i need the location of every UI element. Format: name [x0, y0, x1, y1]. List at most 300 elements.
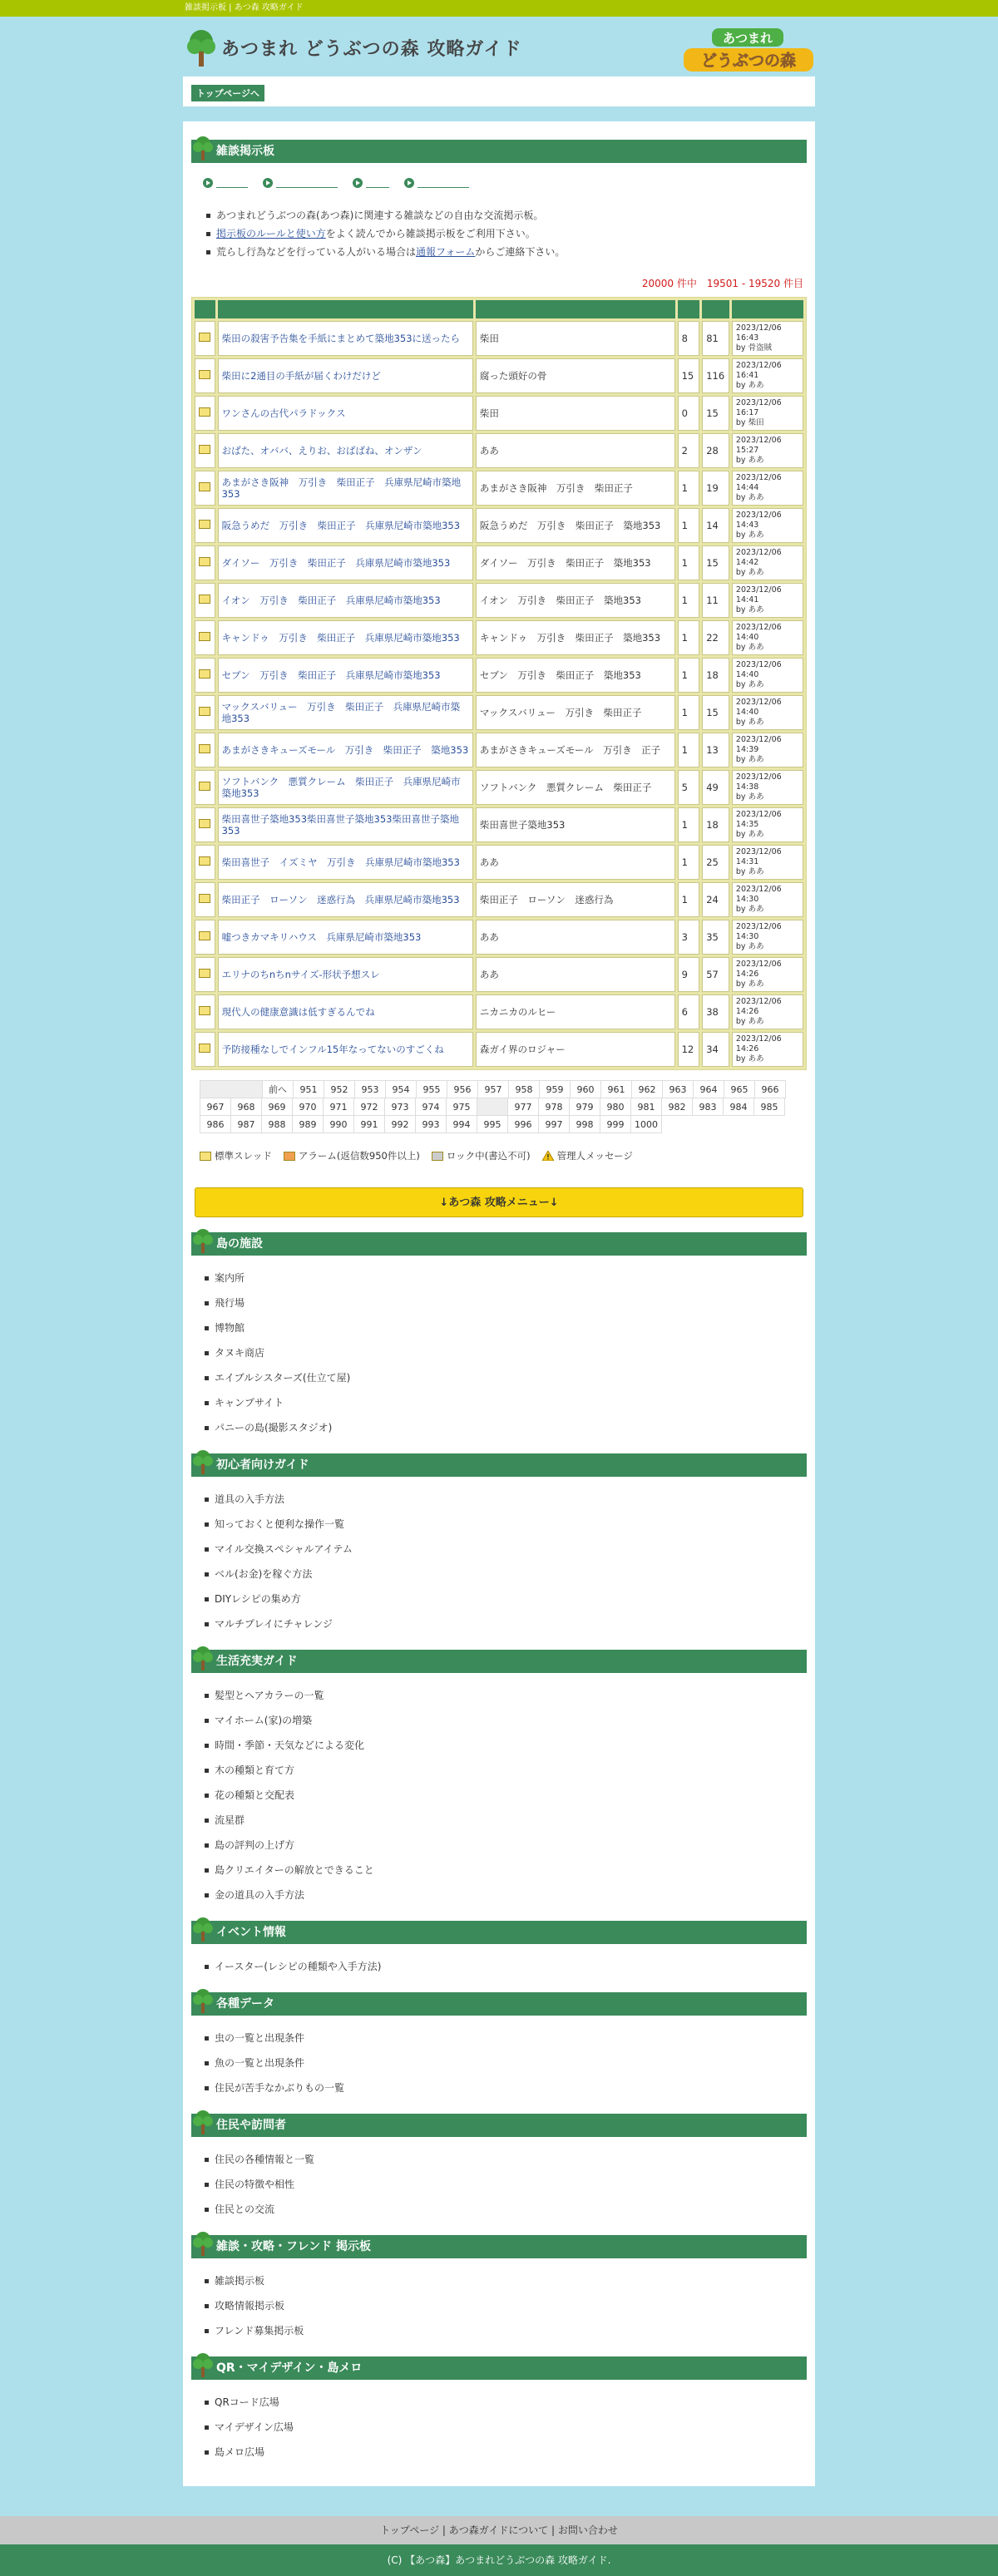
thread-title[interactable]: 嘘つきカマキリハウス 兵庫県尼崎市築地353	[218, 920, 473, 955]
legend-admin: 管理人メッセージ	[542, 1149, 633, 1162]
thread-row[interactable]	[195, 321, 803, 356]
menu-item[interactable]: 島メロ広場	[205, 2440, 807, 2465]
page-link[interactable]: 981	[630, 1098, 662, 1116]
page-link[interactable]: 996	[507, 1115, 539, 1133]
menu-list	[191, 1683, 807, 1907]
thread-list	[195, 321, 803, 1067]
thread-author: ああ	[476, 845, 675, 880]
page-link[interactable]: 998	[569, 1115, 600, 1133]
folder-icon	[199, 595, 210, 604]
menu-item[interactable]: 虫の一覧と出現条件	[205, 2026, 807, 2050]
thread-title[interactable]: マックスバリュー 万引き 柴田正子 兵庫県尼崎市築地353	[218, 695, 473, 730]
thread-count-b: 22	[702, 620, 729, 655]
menu-section-heading: 雑談・攻略・フレンド 掲示板	[191, 2235, 807, 2258]
thread-folder-cell	[195, 583, 215, 618]
thread-row[interactable]	[195, 733, 803, 767]
thread-count-b: 35	[702, 920, 729, 955]
thread-title[interactable]: 予防接種なしでインフル15年なってないのすごくね	[218, 1032, 473, 1067]
board-tab-3[interactable]	[353, 178, 389, 188]
thread-count-a: 2	[678, 433, 700, 468]
copyright: (C) 【あつ森】あつまれどうぶつの森 攻略ガイド.	[0, 2544, 998, 2576]
thread-row[interactable]	[195, 994, 803, 1029]
thread-updated: 2023/12/06 14:26 by ああ	[732, 994, 803, 1029]
thread-row[interactable]	[195, 957, 803, 992]
thread-title[interactable]: セブン 万引き 柴田正子 兵庫県尼崎市築地353	[218, 658, 473, 693]
thread-count-a: 1	[678, 471, 700, 506]
thread-folder-cell	[195, 620, 215, 655]
page-link[interactable]: 967	[200, 1098, 231, 1116]
menu-section	[191, 2114, 807, 2222]
thread-author: ああ	[476, 920, 675, 955]
menu-item[interactable]: 時間・季節・天気などによる変化	[205, 1733, 807, 1758]
thread-folder-cell	[195, 433, 215, 468]
thread-author: マックスバリュー 万引き 柴田正子	[476, 695, 675, 730]
thread-title[interactable]: 柴田正子 ローソン 迷惑行為 兵庫県尼崎市築地353	[218, 882, 473, 917]
game-logo-line2: どうぶつの森	[700, 52, 797, 70]
thread-count-a: 15	[678, 358, 700, 393]
main-content	[183, 121, 815, 2486]
page-link[interactable]: 966	[754, 1080, 786, 1098]
page-blank	[200, 1080, 263, 1098]
menu-item[interactable]: エイブルシスターズ(仕立て屋)	[205, 1365, 807, 1390]
thread-row[interactable]	[195, 807, 803, 842]
page-link[interactable]: 957	[477, 1080, 509, 1098]
thread-count-b: 49	[702, 770, 729, 805]
folder-icon	[199, 819, 210, 828]
page-link[interactable]: 968	[230, 1098, 262, 1116]
folder-icon	[199, 744, 210, 753]
thread-row[interactable]	[195, 358, 803, 393]
thread-count-a: 1	[678, 658, 700, 693]
page-blank	[477, 1098, 508, 1116]
thread-count-a: 1	[678, 583, 700, 618]
thread-title[interactable]: イオン 万引き 柴田正子 兵庫県尼崎市築地353	[218, 583, 473, 618]
menu-list	[191, 1487, 807, 1636]
folder-icon	[200, 1152, 211, 1161]
menu-item[interactable]: 住民の各種情報と一覧	[205, 2147, 807, 2172]
menu-item[interactable]: マイデザイン広場	[205, 2415, 807, 2440]
menu-item[interactable]: 飛行場	[205, 1290, 807, 1315]
thread-author: ダイソー 万引き 柴田正子 築地353	[476, 545, 675, 580]
folder-icon	[199, 632, 210, 641]
thread-author: 柴田正子 ローソン 迷惑行為	[476, 882, 675, 917]
thread-count-a: 5	[678, 770, 700, 805]
menu-item[interactable]: DIYレシピの集め方	[205, 1587, 807, 1611]
thread-row[interactable]	[195, 583, 803, 618]
thread-count-a: 1	[678, 508, 700, 543]
page-link[interactable]: 1000	[630, 1115, 662, 1133]
thread-author: キャンドゥ 万引き 柴田正子 築地353	[476, 620, 675, 655]
arrow-circle-icon	[353, 178, 363, 188]
menu-item[interactable]: 住民の特徴や相性	[205, 2172, 807, 2197]
report-form-link[interactable]: 通報フォーム	[416, 246, 476, 258]
thread-author: ああ	[476, 433, 675, 468]
menu-item[interactable]: 道具の入手方法	[205, 1487, 807, 1512]
page-link[interactable]: 971	[323, 1098, 354, 1116]
menu-item[interactable]: 住民が苦手なかぶりもの一覧	[205, 2075, 807, 2100]
page-link[interactable]: 973	[384, 1098, 416, 1116]
menu-section-heading: QR・マイデザイン・島メロ	[191, 2356, 807, 2380]
menu-item[interactable]: 攻略情報掲示板	[205, 2293, 807, 2318]
thread-row[interactable]	[195, 658, 803, 693]
thread-count-b: 15	[702, 545, 729, 580]
folder-icon	[199, 856, 210, 866]
menu-list	[191, 2147, 807, 2222]
thread-author: 腐った頭好の骨	[476, 358, 675, 393]
menu-section	[191, 1232, 807, 1440]
thread-updated: 2023/12/06 16:17 by 柴田	[732, 396, 803, 431]
thread-row[interactable]	[195, 433, 803, 468]
folder-icon	[199, 482, 210, 491]
thread-title[interactable]: エリナのちnちnサイズ-形状予想スレ	[218, 957, 473, 992]
alarm-folder-icon	[284, 1152, 295, 1161]
folder-icon	[199, 969, 210, 978]
thread-author: 柴田喜世子築地353	[476, 807, 675, 842]
thread-title[interactable]: おばた、オババ、えりお、おばばね、オンザン	[218, 433, 473, 468]
tree-icon	[193, 1987, 213, 2014]
board-heading	[191, 140, 807, 163]
menu-item[interactable]: 雑談掲示板	[205, 2268, 807, 2293]
page-link[interactable]: 979	[569, 1098, 600, 1116]
thread-count-b: 19	[702, 471, 729, 506]
thread-updated: 2023/12/06 14:42 by ああ	[732, 545, 803, 580]
arrow-circle-icon	[404, 178, 414, 188]
thread-updated: 2023/12/06 14:41 by ああ	[732, 583, 803, 618]
menu-list	[191, 1954, 807, 1979]
tree-icon	[186, 28, 216, 68]
page-link[interactable]: 985	[753, 1098, 785, 1116]
board-tab-2[interactable]	[263, 178, 338, 188]
menu-section	[191, 1921, 807, 1979]
thread-folder-cell	[195, 545, 215, 580]
page-link[interactable]: 969	[261, 1098, 293, 1116]
breadcrumb-top-link[interactable]: トップページへ	[191, 85, 264, 101]
lock-folder-icon	[432, 1152, 443, 1161]
page-link[interactable]: 960	[570, 1080, 601, 1098]
menu-item[interactable]: 案内所	[205, 1266, 807, 1290]
breadcrumb-bar	[183, 76, 815, 106]
page-link[interactable]: 970	[292, 1098, 324, 1116]
tree-icon	[193, 1916, 213, 1942]
top-bar: 雑談掲示板 | あつ森 攻略ガイド	[0, 0, 998, 17]
folder-icon	[199, 782, 210, 791]
thread-count-a: 1	[678, 807, 700, 842]
tree-icon	[193, 2230, 213, 2257]
page-link[interactable]: 995	[477, 1115, 508, 1133]
thread-updated: 2023/12/06 14:40 by ああ	[732, 620, 803, 655]
thread-title[interactable]: キャンドゥ 万引き 柴田正子 兵庫県尼崎市築地353	[218, 620, 473, 655]
menu-item[interactable]: 木の種類と育て方	[205, 1758, 807, 1783]
folder-icon	[199, 707, 210, 716]
thread-folder-cell	[195, 920, 215, 955]
guide-menu-button[interactable]: ↓あつ森 攻略メニュー↓	[195, 1187, 803, 1217]
thread-updated: 2023/12/06 16:43 by 骨盗賊	[732, 321, 803, 356]
page-wrapper	[183, 17, 815, 2486]
thread-title[interactable]: 柴田に2通目の手紙が届くわけだけど	[218, 358, 473, 393]
menu-item[interactable]: ベル(お金)を稼ぐ方法	[205, 1562, 807, 1587]
thread-row[interactable]	[195, 508, 803, 543]
menu-section	[191, 1650, 807, 1907]
thread-author: ニカニカのルヒー	[476, 994, 675, 1029]
page-link[interactable]: 988	[261, 1115, 293, 1133]
page-link[interactable]: 977	[507, 1098, 539, 1116]
page-link[interactable]: 987	[230, 1115, 262, 1133]
page-link[interactable]: 951	[293, 1080, 324, 1098]
note-item: 荒らし行為などを行っている人がいる場合は通報フォームからご連絡下さい。	[206, 243, 807, 261]
page-link[interactable]: 972	[353, 1098, 385, 1116]
page-link[interactable]: 999	[600, 1115, 631, 1133]
page-link[interactable]: 986	[200, 1115, 231, 1133]
page-link[interactable]: 963	[662, 1080, 694, 1098]
thread-title[interactable]: 柴田喜世子 イズミヤ 万引き 兵庫県尼崎市築地353	[218, 845, 473, 880]
page-link[interactable]: 982	[661, 1098, 693, 1116]
menu-item[interactable]: 知っておくと便利な操作一覧	[205, 1512, 807, 1537]
arrow-circle-icon	[203, 178, 213, 188]
thread-count-a: 8	[678, 321, 700, 356]
thread-folder-cell	[195, 807, 215, 842]
thread-folder-cell	[195, 396, 215, 431]
thread-count-b: 38	[702, 994, 729, 1029]
menu-section-heading: 生活充実ガイド	[191, 1650, 807, 1673]
thread-title[interactable]: 現代人の健康意識は低すぎるんでね	[218, 994, 473, 1029]
page-link[interactable]: 984	[723, 1098, 754, 1116]
thread-author: 柴田	[476, 321, 675, 356]
tree-icon	[193, 2351, 213, 2378]
folder-icon	[199, 407, 210, 417]
thread-updated: 2023/12/06 14:26 by ああ	[732, 957, 803, 992]
menu-item[interactable]: マイホーム(家)の増築	[205, 1708, 807, 1733]
thread-title[interactable]: ダイソー 万引き 柴田正子 兵庫県尼崎市築地353	[218, 545, 473, 580]
thread-count-b: 18	[702, 658, 729, 693]
pagination	[200, 1080, 790, 1133]
thread-folder-cell	[195, 994, 215, 1029]
thread-title[interactable]: あまがさき阪神 万引き 柴田正子 兵庫県尼崎市築地353	[218, 471, 473, 506]
thread-author: セブン 万引き 柴田正子 築地353	[476, 658, 675, 693]
menu-section	[191, 2356, 807, 2465]
tree-icon	[193, 1645, 213, 1671]
page-link[interactable]: 989	[292, 1115, 324, 1133]
thread-row[interactable]	[195, 545, 803, 580]
thread-folder-cell	[195, 695, 215, 730]
thread-author: ソフトバンク 悪質クレーム 柴田正子	[476, 770, 675, 805]
page-link[interactable]: 990	[323, 1115, 354, 1133]
menu-list	[191, 2268, 807, 2343]
menu-item[interactable]: イースター(レシピの種類や入手方法)	[205, 1954, 807, 1979]
menu-item[interactable]: マルチプレイにチャレンジ	[205, 1611, 807, 1636]
folder-icon	[199, 445, 210, 454]
page-link[interactable]: 965	[724, 1080, 755, 1098]
thread-author: 柴田	[476, 396, 675, 431]
thread-title[interactable]: あまがさきキューズモール 万引き 柴田正子 築地353	[218, 733, 473, 767]
page-link[interactable]: 978	[538, 1098, 570, 1116]
thread-count-a: 3	[678, 920, 700, 955]
page-link[interactable]: 955	[416, 1080, 447, 1098]
menu-section-heading: 住民や訪問者	[191, 2114, 807, 2137]
thread-count-b: 15	[702, 695, 729, 730]
folder-icon	[199, 370, 210, 379]
thread-updated: 2023/12/06 14:39 by ああ	[732, 733, 803, 767]
thread-author: イオン 万引き 柴田正子 築地353	[476, 583, 675, 618]
thread-count-a: 6	[678, 994, 700, 1029]
game-logo[interactable]	[682, 27, 815, 75]
menu-section-heading: 各種データ	[191, 1992, 807, 2016]
menu-item[interactable]: 住民との交流	[205, 2197, 807, 2222]
thread-count-b: 24	[702, 882, 729, 917]
page-link[interactable]: 953	[354, 1080, 386, 1098]
menu-item[interactable]: 花の種類と交配表	[205, 1783, 807, 1808]
page-link[interactable]: 997	[538, 1115, 570, 1133]
page-link[interactable]: 980	[600, 1098, 631, 1116]
page-link[interactable]: 991	[353, 1115, 385, 1133]
note-item: 掲示板のルールと使い方をよく読んでから雑談掲示板をご利用下さい。	[206, 225, 807, 243]
menu-section	[191, 1992, 807, 2100]
thread-author: あまがさき阪神 万引き 柴田正子	[476, 471, 675, 506]
thread-folder-cell	[195, 508, 215, 543]
thread-folder-cell	[195, 957, 215, 992]
menu-section-heading: 初心者向けガイド	[191, 1453, 807, 1477]
menu-item[interactable]: 島クリエイターの解放とできること	[205, 1858, 807, 1883]
board-tab-4[interactable]	[404, 178, 469, 188]
thread-author: あまがさきキューズモール 万引き 正子	[476, 733, 675, 767]
guide-menu	[191, 1232, 807, 2465]
thread-row[interactable]	[195, 620, 803, 655]
warning-icon	[542, 1151, 554, 1161]
game-logo-line1: あつまれ	[722, 31, 773, 46]
board-title: 雑談掲示板	[216, 145, 274, 158]
thread-count-a: 1	[678, 695, 700, 730]
arrow-circle-icon	[263, 178, 273, 188]
menu-item[interactable]: QRコード広場	[205, 2390, 807, 2415]
thread-row[interactable]	[195, 396, 803, 431]
thread-count-b: 25	[702, 845, 729, 880]
thread-count-b: 11	[702, 583, 729, 618]
thread-updated: 2023/12/06 16:41 by ああ	[732, 358, 803, 393]
thread-row[interactable]	[195, 471, 803, 506]
thread-count-b: 28	[702, 433, 729, 468]
folder-icon	[199, 894, 210, 903]
thread-row[interactable]	[195, 695, 803, 730]
thread-title[interactable]: ワンさんの古代パラドックス	[218, 396, 473, 431]
menu-item[interactable]: フレンド募集掲示板	[205, 2318, 807, 2343]
board-tab-1[interactable]	[203, 178, 248, 188]
thread-count-b: 81	[702, 321, 729, 356]
thread-folder-cell	[195, 1032, 215, 1067]
thread-table-header	[195, 300, 803, 318]
page-link[interactable]: 954	[385, 1080, 417, 1098]
page-link[interactable]: 994	[446, 1115, 477, 1133]
menu-section	[191, 1453, 807, 1636]
thread-folder-cell	[195, 321, 215, 356]
menu-item[interactable]: 魚の一覧と出現条件	[205, 2050, 807, 2075]
thread-row[interactable]	[195, 845, 803, 880]
menu-item[interactable]: パニーの島(撮影スタジオ)	[205, 1415, 807, 1440]
menu-item[interactable]: キャンプサイト	[205, 1390, 807, 1415]
thread-title[interactable]: 柴田の殺害予告集を手紙にまとめて築地353に送ったら	[218, 321, 473, 356]
menu-list	[191, 2026, 807, 2100]
page-link[interactable]: 964	[693, 1080, 724, 1098]
folder-icon	[199, 669, 210, 679]
page-link[interactable]: 958	[508, 1080, 540, 1098]
page-link[interactable]: 952	[324, 1080, 355, 1098]
menu-item[interactable]: タヌキ商店	[205, 1340, 807, 1365]
thread-folder-cell	[195, 358, 215, 393]
tree-icon	[193, 2109, 213, 2135]
menu-item[interactable]: 島の評判の上げ方	[205, 1833, 807, 1858]
menu-list	[191, 2390, 807, 2465]
thread-author: 阪急うめだ 万引き 柴田正子 築地353	[476, 508, 675, 543]
thread-count-a: 1	[678, 845, 700, 880]
thread-updated: 2023/12/06 14:38 by ああ	[732, 770, 803, 805]
thread-updated: 2023/12/06 14:30 by ああ	[732, 920, 803, 955]
menu-item[interactable]: 流星群	[205, 1808, 807, 1833]
page-link[interactable]: 959	[539, 1080, 571, 1098]
thread-count-b: 14	[702, 508, 729, 543]
thread-updated: 2023/12/06 14:44 by ああ	[732, 471, 803, 506]
thread-count-a: 1	[678, 733, 700, 767]
page-link[interactable]: 961	[600, 1080, 632, 1098]
page-link[interactable]: 983	[692, 1098, 724, 1116]
thread-updated: 2023/12/06 14:31 by ああ	[732, 845, 803, 880]
folder-icon	[199, 557, 210, 566]
thread-author: ああ	[476, 957, 675, 992]
page-link[interactable]: 992	[384, 1115, 416, 1133]
site-header	[183, 17, 815, 76]
thread-folder-cell	[195, 770, 215, 805]
thread-title[interactable]: 柴田喜世子築地353柴田喜世子築地353柴田喜世子築地353	[218, 807, 473, 842]
footer-links[interactable]: トップページ | あつ森ガイドについて | お問い合わせ	[0, 2516, 998, 2544]
menu-list	[191, 1266, 807, 1440]
page-link[interactable]: 974	[415, 1098, 447, 1116]
page-prev-link[interactable]: 前へ	[262, 1080, 294, 1098]
page-link[interactable]: 993	[415, 1115, 447, 1133]
thread-updated: 2023/12/06 14:26 by ああ	[732, 1032, 803, 1067]
thread-folder-cell	[195, 471, 215, 506]
thread-row[interactable]	[195, 1032, 803, 1067]
folder-icon	[199, 520, 210, 529]
menu-section-heading: イベント情報	[191, 1921, 807, 1944]
page-link[interactable]: 975	[446, 1098, 477, 1116]
thread-row[interactable]	[195, 770, 803, 805]
menu-item[interactable]: マイル交換スペシャルアイテム	[205, 1537, 807, 1562]
thread-folder-cell	[195, 658, 215, 693]
menu-item[interactable]: 金の道具の入手方法	[205, 1883, 807, 1907]
page-link[interactable]: 956	[447, 1080, 478, 1098]
thread-row[interactable]	[195, 882, 803, 917]
thread-count-b: 13	[702, 733, 729, 767]
thread-count-b: 34	[702, 1032, 729, 1067]
folder-icon	[199, 1044, 210, 1053]
thread-count: 20000 件中 19501 - 19520 件目	[641, 278, 803, 289]
tree-icon	[193, 1448, 213, 1475]
page-link[interactable]: 962	[631, 1080, 663, 1098]
folder-icon	[199, 931, 210, 940]
menu-item[interactable]: 髪型とヘアカラーの一覧	[205, 1683, 807, 1708]
note-item: あつまれどうぶつの森(あつ森)に関連する雑談などの自由な交流掲示板。	[206, 206, 807, 225]
thread-folder-cell	[195, 882, 215, 917]
menu-item[interactable]: 博物館	[205, 1315, 807, 1340]
thread-row[interactable]	[195, 920, 803, 955]
rules-link[interactable]: 掲示板のルールと使い方	[216, 228, 326, 239]
thread-title[interactable]: 阪急うめだ 万引き 柴田正子 兵庫県尼崎市築地353	[218, 508, 473, 543]
thread-count-a: 9	[678, 957, 700, 992]
thread-title[interactable]: ソフトバンク 悪質クレーム 柴田正子 兵庫県尼崎市築地353	[218, 770, 473, 805]
thread-count-a: 1	[678, 545, 700, 580]
board-notes	[191, 206, 807, 261]
thread-folder-cell	[195, 733, 215, 767]
thread-count-b: 15	[702, 396, 729, 431]
menu-section-heading: 島の施設	[191, 1232, 807, 1256]
site-title-link[interactable]: あつまれ どうぶつの森 攻略ガイド	[221, 39, 522, 60]
